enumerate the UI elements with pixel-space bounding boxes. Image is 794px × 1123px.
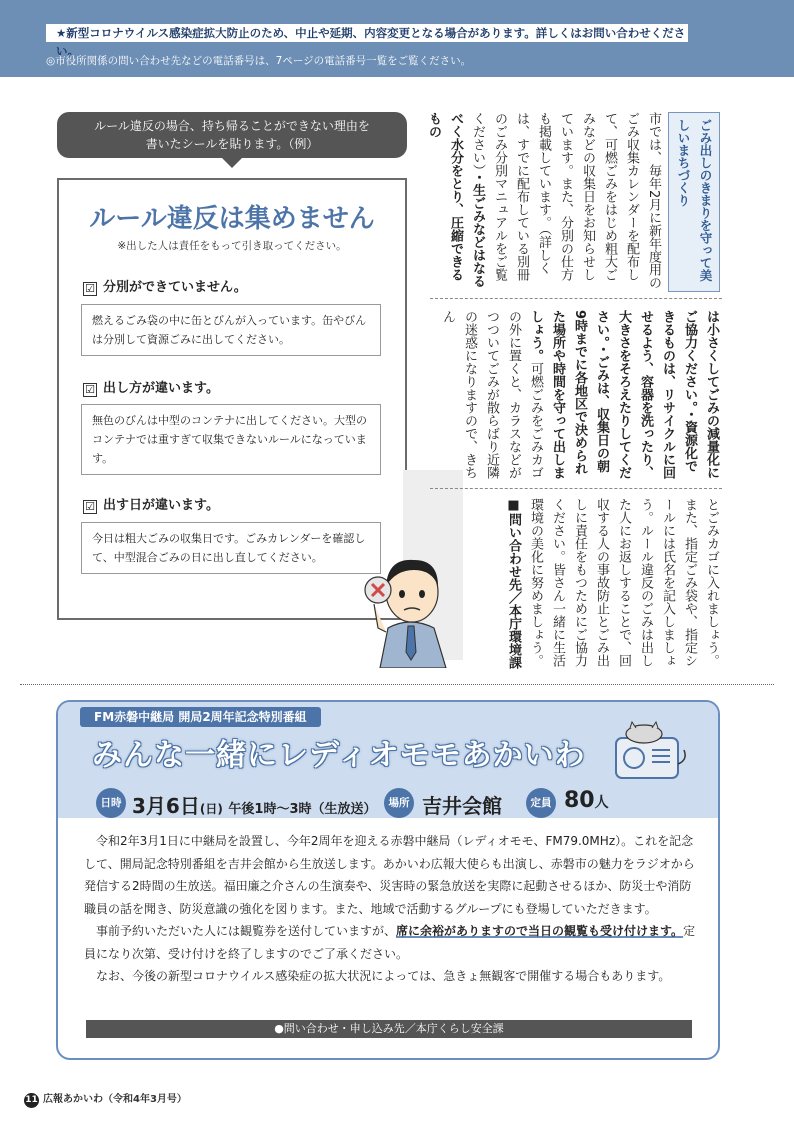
fm-title: みんな一緒にレディオモモあかいわ	[92, 738, 586, 773]
place-value: 吉井会館	[422, 794, 502, 818]
man-with-x-sign-icon	[358, 540, 464, 668]
article-tag: ごみ出しのきまりを守って美しいまちづくり	[668, 112, 720, 292]
publication-name: 広報あかいわ（令和4年3月号）	[43, 1094, 187, 1105]
case-heading: ☑ 出し方が違います。	[83, 377, 219, 397]
sticker-caption: ルール違反の場合、持ち帰ることができない理由を 書いたシールを貼ります。（例）	[57, 112, 407, 158]
capacity-label-badge: 定員	[526, 788, 556, 818]
section-divider	[20, 684, 774, 685]
article-column-1: 市では、毎年2月に新年度用のごみ収集カレンダーを配布して、可燃ごみをはじめ粗大ごみなどの収集日をお知らせしています。また、分別の仕方も掲載しています。（詳しくは、すでに配布している別冊のごみ分別マニュアルをご覧ください）・生ごみなどはなるべく水分をとり、圧縮できるもの	[426, 112, 661, 290]
date-info: 3月6日(日) 午後1時～3時（生放送）	[132, 794, 377, 818]
checkbox-icon: ☑	[83, 500, 97, 514]
case-heading: ☑ 分別ができていません。	[83, 276, 247, 296]
case-body: 燃えるごみ袋の中に缶とびんが入っています。缶やびんは分別して資源ごみに出してください。	[81, 304, 381, 356]
fm-program-box	[56, 700, 720, 1060]
rule-sticker	[57, 178, 407, 620]
fm-tag: FM赤磐中継局 開局2周年記念特別番組	[80, 707, 321, 727]
article-column-2: は小さくしてごみの減量化にご協力ください。・資源化できるものは、リサイクルに回せるよう、容器を洗ったり、大きさをそろえたりしてください。・ごみは、収集日の朝9時までに各地区で決められた場所や時間を守って出しましょう。可燃ごみをごみカゴの外に置くと、カラスなどがつついてごみが散らばり近隣の迷惑になりますので、きちん	[440, 310, 719, 479]
fm-paragraph: なお、今後の新型コロナウイルス感染症の拡大状況によっては、急きょ無観客で開催する場合もあります。	[96, 969, 671, 983]
sticker-subtitle: ※出した人は責任をもって引き取ってください。	[117, 240, 347, 252]
column-divider	[430, 298, 722, 299]
fm-paragraph: 事前予約いただいた人には観覧券を送付していますが、席に余裕がありますので当日の観覧も受け付けます。定員になり次第、受け付けを終了しますのでご了承ください。	[84, 924, 696, 961]
checkbox-icon: ☑	[83, 383, 97, 397]
place-label-badge: 場所	[384, 788, 414, 818]
page-number: 11	[24, 1093, 39, 1108]
covid-notice: ★新型コロナウイルス感染症拡大防止のため、中止や延期、内容変更となる場合があります。詳しくはお問い合わせください。	[46, 24, 688, 42]
fm-paragraph: 令和2年3月1日に中継局を設置し、今年2周年を迎える赤磐中継局（レディオモモ、FM79.0MHz）。これを記念して、開局記念特別番組を吉井会館から生放送します。あかいわ広報大使らも出演し、赤磐市の魅力をラジオから発信する2時間の生放送。福田廉之介さんの生演奏や、災害時の緊急放送を実際に起動させるほか、防災士や消防職員の話を聞き、防災意識の強化を図ります。また、地域で活動するグループにも登場していただきます。	[84, 834, 695, 916]
case-body: 今日は粗大ごみの収集日です。ごみカレンダーを確認して、中型混合ごみの日に出し直してください。	[81, 522, 381, 574]
article-column-3: とごみカゴに入れましょう。また、指定ごみ袋や、指定シールには氏名を記入しましょう。ルール違反のごみは出した人にお返しすることで、回収する人の事故防止とごみ出しに責任をもつためにご協力ください。皆さん一緒に生活環境の美化に努めましょう。■問い合わせ先／本庁環境課	[506, 498, 719, 669]
phone-notice: ◎市役所関係の問い合わせ先などの電話番号は、7ページの電話番号一覧をご覧ください。	[46, 55, 472, 67]
case-heading: ☑ 出す日が違います。	[83, 494, 219, 514]
radio-cat-icon	[606, 720, 690, 782]
same-day-notice: 席に余裕がありますので当日の観覧も受け付けます。	[396, 924, 684, 938]
checkbox-icon: ☑	[83, 282, 97, 296]
fm-description	[84, 830, 696, 988]
date-label-badge: 日時	[96, 788, 126, 818]
page-footer	[24, 1090, 187, 1108]
column-divider	[430, 488, 722, 489]
page-header	[0, 0, 794, 77]
capacity-value: 80人	[564, 788, 609, 813]
case-body: 無色のびんは中型のコンテナに出してください。大型のコンテナでは重すぎて収集できないルールになっています。	[81, 404, 381, 475]
fm-contact: ●問い合わせ・申し込み先／本庁くらし安全課	[86, 1020, 692, 1038]
contact-env: ■問い合わせ先／本庁環境課	[506, 498, 521, 669]
sticker-title: ルール違反は集めません	[89, 204, 375, 234]
